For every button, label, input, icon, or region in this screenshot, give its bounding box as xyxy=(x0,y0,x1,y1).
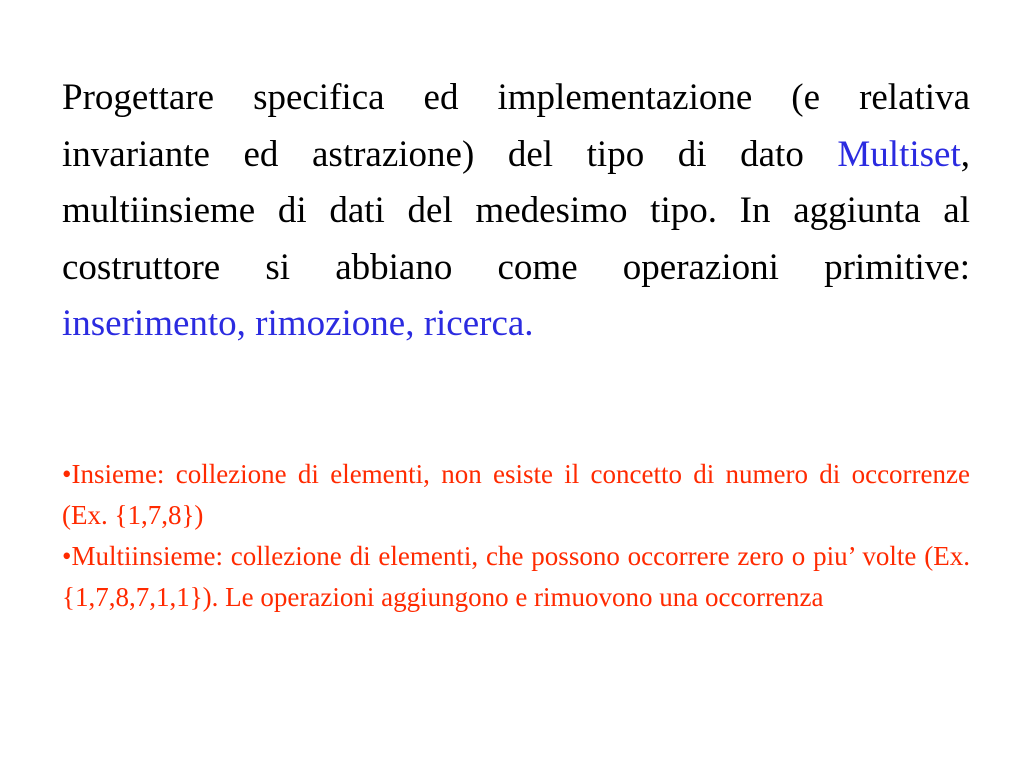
slide-content xyxy=(62,70,970,612)
main-paragraph xyxy=(62,70,970,353)
multiset-keyword: Multiset xyxy=(837,133,961,175)
bullet-multiinsieme: •Multiinsieme: collezione di elementi, che possono occorrere zero o piu’ volte (Ex. {1,7,8,7,1,1}). Le operazioni aggiungono e rimuovono una occorrenza xyxy=(62,541,970,612)
main-text-part2: , multiinsieme di dati del medesimo tipo. In aggiunta al costruttore si abbiano come operazioni primitive: xyxy=(62,133,970,288)
definitions-list xyxy=(62,454,970,618)
bullet-insieme: •Insieme: collezione di elementi, non esiste il concetto di numero di occorrenze (Ex. {1,7,8}) xyxy=(62,459,970,530)
operations-list: inserimento, rimozione, ricerca. xyxy=(62,303,534,344)
main-text-part1: Progettare specifica ed implementazione (e relativa invariante ed astrazione) del tipo di dato xyxy=(62,77,970,175)
